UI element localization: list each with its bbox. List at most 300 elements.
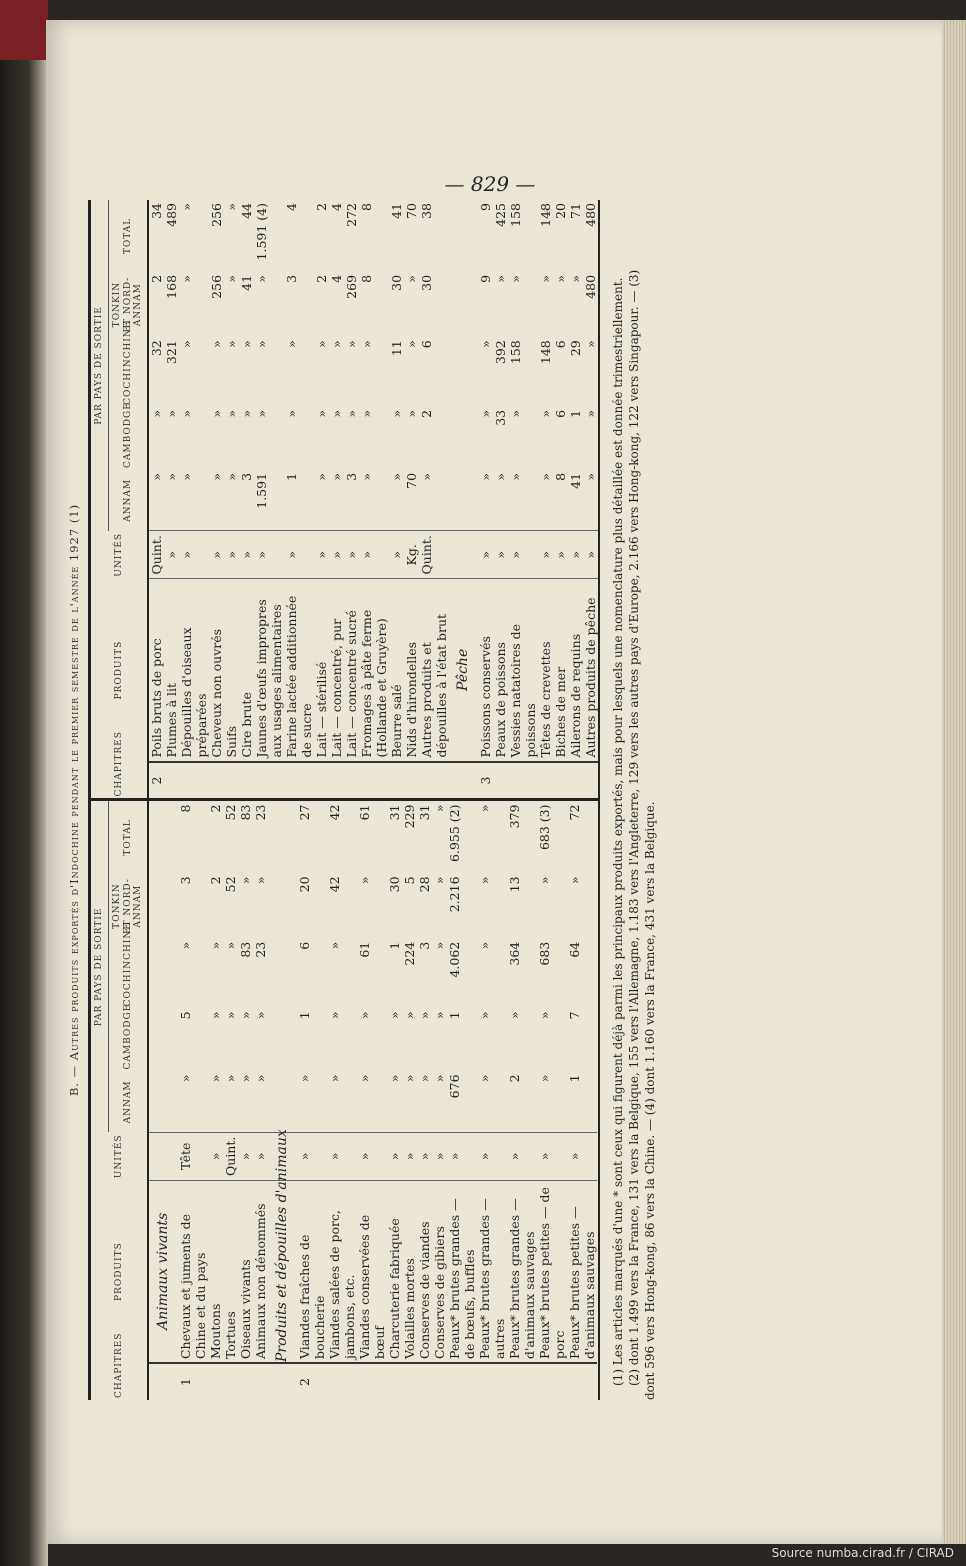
product-cell: Viandes fraîches de boucherie bbox=[296, 1234, 327, 1360]
unit-cell: » bbox=[432, 1132, 447, 1180]
chapter-cell bbox=[209, 762, 224, 799]
cambodge-cell: » bbox=[284, 409, 300, 418]
total-cell: 683 (3) bbox=[536, 804, 552, 851]
header-cambodge: CAMBODGE bbox=[108, 407, 148, 470]
chapter-cell bbox=[359, 762, 389, 799]
chapter-cell bbox=[284, 762, 314, 799]
chapter-cell bbox=[253, 1363, 268, 1400]
tonkin-cell: 168 bbox=[164, 274, 180, 299]
annam-cell: » bbox=[431, 1074, 447, 1083]
cochinchine-cell: 148 bbox=[537, 340, 553, 365]
cochinchine-cell: » bbox=[329, 340, 345, 348]
total-cell: 34 bbox=[149, 203, 165, 219]
unit-cell: » bbox=[417, 1132, 432, 1180]
cambodge-cell: » bbox=[239, 409, 255, 418]
cambodge-cell: » bbox=[209, 409, 225, 418]
product-cell: Viandes conservées de bœuf bbox=[356, 1214, 387, 1360]
header-annam: ANNAM bbox=[108, 1071, 148, 1132]
annam-cell: » bbox=[237, 1074, 253, 1083]
tonkin-cell: 2 bbox=[149, 274, 165, 283]
product-cell: Peaux* brutes grandes — de bœufs, buffles bbox=[446, 1198, 477, 1360]
cambodge-cell: » bbox=[344, 409, 360, 418]
cochinchine-cell: » bbox=[431, 941, 447, 950]
table-row bbox=[164, 200, 179, 799]
right-data-table bbox=[91, 200, 598, 799]
annam-cell: » bbox=[224, 472, 240, 481]
unit-cell: » bbox=[208, 1132, 223, 1180]
cochinchine-cell: » bbox=[582, 340, 598, 348]
section-heading-row bbox=[268, 802, 297, 1401]
tonkin-cell: 30 bbox=[389, 274, 405, 291]
tonkin-cell: » bbox=[566, 876, 582, 885]
tonkin-cell: 30 bbox=[386, 876, 402, 893]
tonkin-cell: 3 bbox=[177, 876, 193, 885]
unit-cell: » bbox=[344, 531, 359, 579]
header-total: TOTAL bbox=[108, 802, 148, 874]
total-cell: 4 bbox=[329, 203, 345, 211]
cochinchine-cell: 321 bbox=[164, 340, 180, 365]
unit-cell: » bbox=[314, 531, 329, 579]
cambodge-cell: » bbox=[179, 409, 195, 418]
cochinchine-cell: » bbox=[359, 340, 375, 348]
unit-cell: » bbox=[284, 531, 314, 579]
cochinchine-cell: 158 bbox=[507, 340, 523, 365]
table-title: B. — Autres produits exportés d'Indochine pendant le premier semestre de l'année 1927 (1) bbox=[67, 503, 81, 1097]
table-row bbox=[223, 802, 238, 1401]
product-cell: Tortues bbox=[222, 1311, 238, 1360]
chapter-cell bbox=[314, 762, 329, 799]
annam-cell: 676 bbox=[446, 1074, 462, 1099]
table-row bbox=[508, 200, 538, 799]
annam-cell: » bbox=[537, 472, 553, 481]
cochinchine-cell: 4.062 bbox=[446, 941, 462, 978]
table-row bbox=[148, 200, 164, 799]
cambodge-cell: 2 bbox=[419, 409, 435, 418]
table-row bbox=[357, 802, 387, 1401]
product-cell: Peaux* brutes petites — d'animaux sauvages bbox=[566, 1206, 597, 1360]
tonkin-cell: 2.216 bbox=[446, 876, 462, 913]
tonkin-cell: » bbox=[404, 274, 420, 283]
header-unites: UNITÉS bbox=[91, 1132, 148, 1180]
unit-cell: » bbox=[209, 531, 224, 579]
annam-cell: » bbox=[179, 472, 195, 481]
table-row bbox=[284, 200, 314, 799]
tonkin-cell: » bbox=[224, 274, 240, 283]
annam-cell: » bbox=[476, 1074, 492, 1083]
chapter-cell bbox=[254, 762, 284, 799]
table-row bbox=[359, 200, 389, 799]
chapter-cell bbox=[419, 762, 449, 799]
annam-cell: » bbox=[149, 472, 165, 481]
section-title: Animaux vivants bbox=[155, 1212, 172, 1330]
chapter-cell bbox=[208, 1363, 223, 1400]
unit-spacer bbox=[449, 531, 478, 579]
table-row bbox=[297, 802, 327, 1401]
section-heading-row bbox=[449, 200, 478, 799]
product-cell: Suifs bbox=[224, 725, 240, 758]
table-row bbox=[327, 802, 357, 1401]
product-cell: Animaux non dénommés bbox=[252, 1203, 268, 1360]
total-cell: » bbox=[224, 203, 240, 211]
unit-cell: » bbox=[297, 1132, 327, 1180]
unit-cell: » bbox=[224, 531, 239, 579]
product-cell: Autres produits et dépouilles à l'état brut bbox=[419, 613, 450, 758]
product-cell: Cire brute bbox=[239, 692, 255, 758]
chapter-cell bbox=[344, 762, 359, 799]
product-cell: Peaux* brutes grandes — autres bbox=[476, 1198, 507, 1360]
header-cochinchine: COCHINCHINE bbox=[108, 337, 148, 407]
unit-cell: Kg. bbox=[404, 531, 419, 579]
table-row bbox=[178, 802, 208, 1401]
table-row bbox=[419, 200, 449, 799]
tonkin-cell: » bbox=[179, 274, 195, 283]
cochinchine-cell: » bbox=[476, 941, 492, 950]
product-cell: Lait — stérilisé bbox=[314, 661, 330, 758]
cambodge-cell: » bbox=[356, 1011, 372, 1020]
unit-cell: » bbox=[402, 1132, 417, 1180]
tonkin-cell: 9 bbox=[477, 274, 493, 283]
cambodge-cell: » bbox=[506, 1011, 522, 1020]
table-row bbox=[314, 200, 329, 799]
header-par-pays: PAR PAYS DE SORTIE bbox=[91, 802, 108, 1133]
section-heading-row bbox=[148, 802, 178, 1401]
annam-cell: » bbox=[329, 472, 345, 481]
tonkin-cell: 269 bbox=[344, 274, 360, 299]
cochinchine-cell: » bbox=[254, 340, 270, 348]
annam-cell: » bbox=[356, 1074, 372, 1083]
cambodge-cell: 5 bbox=[177, 1011, 193, 1020]
header-tonkin: TONKIN ET NORD-ANNAM bbox=[108, 873, 148, 938]
tonkin-cell: » bbox=[507, 274, 523, 283]
annam-cell: 2 bbox=[506, 1074, 522, 1083]
cambodge-cell: 1 bbox=[296, 1011, 312, 1020]
annam-cell: » bbox=[222, 1074, 238, 1083]
total-cell: 38 bbox=[419, 203, 435, 219]
rotated-content bbox=[60, 200, 900, 1400]
header-tonkin: TONKIN ET NORD-ANNAM bbox=[108, 272, 148, 337]
total-cell: 31 bbox=[386, 804, 402, 821]
header-unites: UNITÉS bbox=[91, 531, 148, 579]
header-chapitres: CHAPITRES bbox=[91, 762, 148, 799]
product-cell: Dépouilles d'oiseaux préparées bbox=[179, 627, 210, 758]
chapter-cell bbox=[357, 1363, 387, 1400]
chapter-cell bbox=[537, 1363, 567, 1400]
product-cell: Plumes à lit bbox=[164, 682, 180, 758]
table-row bbox=[477, 802, 507, 1401]
chapter-cell bbox=[568, 762, 583, 799]
product-cell: Fromages à pâte ferme (Hollande et Gruyère) bbox=[359, 609, 390, 758]
cochinchine-cell: » bbox=[239, 340, 255, 348]
total-cell: 70 bbox=[404, 203, 420, 219]
tonkin-cell: » bbox=[237, 876, 253, 885]
total-cell: 8 bbox=[359, 203, 375, 211]
footnote-2: (2) dont 1.499 vers la France, 131 vers la Belgique, 155 vers l'Allemagne, 1.183 vers l'Angleterre, 129 vers les autres pays d'Europe, 2.166 vers Hong-kong, 122 vers Singapour. — (3) dont 596 vers Hong-kong, 86 vers la Chine. — (4) dont 1.160 vers la France, 431 vers la Belgique. bbox=[627, 269, 658, 1400]
cambodge-cell: » bbox=[401, 1011, 417, 1020]
total-cell: 41 bbox=[389, 203, 405, 219]
unit-cell: » bbox=[507, 1132, 537, 1180]
table-row bbox=[568, 200, 583, 799]
annam-cell: 8 bbox=[552, 472, 568, 481]
total-cell: 44 bbox=[239, 203, 255, 219]
annam-cell: » bbox=[419, 472, 435, 481]
total-cell: 20 bbox=[552, 203, 568, 219]
table-row bbox=[387, 802, 402, 1401]
cochinchine-cell: 6 bbox=[552, 340, 568, 349]
tonkin-cell: » bbox=[492, 274, 508, 283]
cochinchine-cell: 61 bbox=[356, 941, 372, 958]
total-cell: 52 bbox=[222, 804, 238, 821]
cochinchine-cell: 6 bbox=[296, 941, 312, 950]
total-cell: 6.955 (2) bbox=[446, 804, 462, 862]
chapter-cell bbox=[507, 1363, 537, 1400]
tonkin-cell: 256 bbox=[209, 274, 225, 299]
cochinchine-cell: » bbox=[284, 340, 300, 348]
total-cell: 2 bbox=[314, 203, 330, 211]
product-cell: Conserves de gibiers bbox=[431, 1226, 447, 1360]
tonkin-cell: » bbox=[254, 274, 270, 283]
total-cell: 489 bbox=[164, 203, 180, 227]
cambodge-cell: » bbox=[314, 409, 330, 418]
table-row bbox=[507, 802, 537, 1401]
unit-cell: » bbox=[537, 1132, 567, 1180]
annam-cell: » bbox=[386, 1074, 402, 1083]
cambodge-cell: 6 bbox=[552, 409, 568, 418]
unit-cell: » bbox=[359, 531, 389, 579]
total-cell: » bbox=[431, 804, 447, 813]
spine-binding-strip bbox=[0, 0, 48, 60]
unit-cell: » bbox=[389, 531, 404, 579]
annam-cell: » bbox=[492, 472, 508, 481]
cambodge-cell: » bbox=[477, 409, 493, 418]
unit-cell: » bbox=[164, 531, 179, 579]
cochinchine-cell: » bbox=[404, 340, 420, 348]
row-spacer bbox=[449, 200, 478, 531]
product-cell: Viandes salées de porc, jambons, etc. bbox=[326, 1210, 357, 1360]
cochinchine-cell: 364 bbox=[506, 941, 522, 966]
cochinchine-cell: 683 bbox=[536, 941, 552, 966]
total-cell: 256 bbox=[209, 203, 225, 227]
tonkin-cell: 41 bbox=[239, 274, 255, 291]
chapter-cell bbox=[493, 762, 508, 799]
annam-cell: » bbox=[507, 472, 523, 481]
header-produits: PRODUITS bbox=[91, 1180, 148, 1363]
chapter-cell: 1 bbox=[178, 1363, 208, 1400]
cambodge-cell: » bbox=[329, 409, 345, 418]
right-table bbox=[88, 200, 600, 802]
total-cell: 480 bbox=[582, 203, 598, 227]
cambodge-cell: 33 bbox=[492, 409, 508, 426]
cambodge-cell: » bbox=[224, 409, 240, 418]
chapter-cell bbox=[447, 1363, 477, 1400]
header-total: TOTAL bbox=[108, 200, 148, 272]
tonkin-cell: 13 bbox=[506, 876, 522, 893]
cambodge-cell: » bbox=[536, 1011, 552, 1020]
cambodge-cell: » bbox=[404, 409, 420, 418]
chapter-cell bbox=[238, 1363, 253, 1400]
tonkin-cell: 8 bbox=[359, 274, 375, 283]
tonkin-cell: » bbox=[536, 876, 552, 885]
unit-cell: » bbox=[493, 531, 508, 579]
annam-cell: 1.591 bbox=[254, 472, 270, 509]
annam-cell: 3 bbox=[239, 472, 255, 481]
total-cell: 23 bbox=[252, 804, 268, 821]
table-row bbox=[417, 802, 432, 1401]
unit-cell: » bbox=[179, 531, 209, 579]
product-cell: Ailerons de requins bbox=[567, 633, 583, 758]
total-cell: » bbox=[179, 203, 195, 211]
tonkin-cell: 52 bbox=[222, 876, 238, 893]
product-cell: Jaunes d'œufs impropres aux usages alimentaires bbox=[254, 599, 285, 758]
cochinchine-cell: 29 bbox=[567, 340, 583, 357]
product-cell: Poissons conservés bbox=[477, 636, 493, 758]
tonkin-cell: » bbox=[476, 876, 492, 885]
chapter-cell bbox=[567, 1363, 597, 1400]
product-cell: Conserves de viandes bbox=[416, 1221, 432, 1360]
unit-cell: » bbox=[567, 1132, 597, 1180]
chapter-cell: 3 bbox=[478, 762, 493, 799]
product-cell: Peaux de poissons bbox=[492, 642, 508, 758]
chapter-cell bbox=[329, 762, 344, 799]
header-cochinchine: COCHINCHINE bbox=[108, 939, 148, 1009]
annam-cell: » bbox=[477, 472, 493, 481]
product-cell: Autres produits de pêche bbox=[582, 597, 598, 758]
table-row bbox=[254, 200, 284, 799]
unit-cell: » bbox=[447, 1132, 477, 1180]
product-cell: Peaux* brutes grandes — d'animaux sauvages bbox=[506, 1198, 537, 1360]
page-edges bbox=[942, 20, 966, 1544]
tonkin-cell: » bbox=[537, 274, 553, 283]
chapter-cell bbox=[327, 1363, 357, 1400]
cambodge-cell: » bbox=[507, 409, 523, 418]
cambodge-cell: 7 bbox=[566, 1011, 582, 1020]
cambodge-cell: » bbox=[207, 1011, 223, 1020]
table-row bbox=[432, 802, 447, 1401]
cochinchine-cell: 3 bbox=[416, 941, 432, 950]
product-cell: Lait — concentré, pur bbox=[329, 618, 345, 758]
unit-cell: » bbox=[538, 531, 553, 579]
annam-cell: 70 bbox=[404, 472, 420, 489]
total-cell: 4 bbox=[284, 203, 300, 211]
chapter-cell bbox=[404, 762, 419, 799]
cochinchine-cell: 392 bbox=[492, 340, 508, 365]
row-spacer bbox=[268, 802, 297, 1133]
cochinchine-cell: 6 bbox=[419, 340, 435, 349]
table-row bbox=[553, 200, 568, 799]
product-cell: Cheveux non ouvrés bbox=[209, 628, 225, 758]
tonkin-cell: 28 bbox=[416, 876, 432, 893]
rotated-table-area bbox=[60, 200, 900, 1400]
header-produits: PRODUITS bbox=[91, 579, 148, 762]
cochinchine-cell: 11 bbox=[389, 340, 405, 357]
left-table bbox=[88, 802, 600, 1401]
tonkin-cell: » bbox=[431, 876, 447, 885]
header-par-pays: PAR PAYS DE SORTIE bbox=[91, 200, 108, 531]
cochinchine-cell: » bbox=[224, 340, 240, 348]
product-cell: Biches de mer bbox=[552, 666, 568, 758]
annam-cell: » bbox=[359, 472, 375, 481]
unit-cell: » bbox=[478, 531, 493, 579]
cochinchine-cell: 64 bbox=[566, 941, 582, 958]
tonkin-cell: 30 bbox=[419, 274, 435, 291]
cochinchine-cell: » bbox=[326, 941, 342, 950]
cochinchine-cell: 32 bbox=[149, 340, 165, 357]
table-row bbox=[537, 802, 567, 1401]
chapter-cell bbox=[538, 762, 553, 799]
unit-cell: » bbox=[387, 1132, 402, 1180]
annam-cell: » bbox=[177, 1074, 193, 1083]
footnotes bbox=[610, 240, 659, 1400]
chapter-cell bbox=[239, 762, 254, 799]
product-cell: Nids d'hirondelles bbox=[404, 641, 420, 758]
table-row bbox=[253, 802, 268, 1401]
chapter-cell bbox=[179, 762, 209, 799]
cochinchine-cell: 1 bbox=[386, 941, 402, 950]
annam-cell: » bbox=[401, 1074, 417, 1083]
cambodge-cell: » bbox=[431, 1011, 447, 1020]
cambodge-cell: » bbox=[386, 1011, 402, 1020]
cochinchine-cell: » bbox=[477, 340, 493, 348]
chapter-cell bbox=[583, 762, 598, 799]
product-cell: Poils bruts de porc bbox=[149, 638, 165, 758]
cambodge-cell: » bbox=[326, 1011, 342, 1020]
chapter-cell bbox=[223, 1363, 238, 1400]
annam-cell: » bbox=[164, 472, 180, 481]
table-row bbox=[478, 200, 493, 799]
total-cell: 9 bbox=[477, 203, 493, 211]
header-chapitres: CHAPITRES bbox=[91, 1363, 148, 1400]
annam-cell: » bbox=[582, 472, 598, 481]
cambodge-cell: » bbox=[222, 1011, 238, 1020]
total-cell: 31 bbox=[416, 804, 432, 821]
chapter-spacer bbox=[148, 1363, 178, 1400]
chapter-cell: 2 bbox=[148, 762, 164, 799]
chapter-cell bbox=[508, 762, 538, 799]
annam-cell: 1 bbox=[566, 1074, 582, 1083]
left-data-table bbox=[91, 802, 597, 1401]
total-cell: 72 bbox=[566, 804, 582, 821]
annam-cell: » bbox=[209, 472, 225, 481]
unit-cell: » bbox=[553, 531, 568, 579]
chapter-cell bbox=[417, 1363, 432, 1400]
product-cell: Charcuterie fabriquée bbox=[386, 1218, 402, 1360]
cochinchine-cell: » bbox=[344, 340, 360, 348]
table-row bbox=[239, 200, 254, 799]
cambodge-cell: » bbox=[582, 409, 598, 418]
table-row bbox=[447, 802, 477, 1401]
unit-cell: » bbox=[477, 1132, 507, 1180]
total-cell: 71 bbox=[567, 203, 583, 219]
annam-cell: » bbox=[252, 1074, 268, 1083]
cochinchine-cell: » bbox=[207, 941, 223, 950]
cambodge-cell: 1 bbox=[567, 409, 583, 418]
section-title: Pêche bbox=[455, 648, 472, 691]
cochinchine-cell: » bbox=[177, 941, 193, 950]
header-cambodge: CAMBODGE bbox=[108, 1008, 148, 1071]
unit-cell: » bbox=[568, 531, 583, 579]
table-row bbox=[583, 200, 598, 799]
unit-cell: » bbox=[253, 1132, 268, 1180]
total-cell: 425 bbox=[492, 203, 508, 227]
table-row bbox=[344, 200, 359, 799]
total-cell: » bbox=[476, 804, 492, 813]
cochinchine-cell: » bbox=[314, 340, 330, 348]
table-row bbox=[179, 200, 209, 799]
tonkin-cell: 3 bbox=[284, 274, 300, 283]
chapter-cell: 2 bbox=[297, 1363, 327, 1400]
header-annam: ANNAM bbox=[108, 470, 148, 531]
total-cell: 379 bbox=[506, 804, 522, 829]
footnote-1: (1) Les articles marqués d'une * sont ceux qui figurent déjà parmi les principaux produits exportés, mais pour lesquels une nomenclature plus détaillée est donnée trimestriellement. bbox=[610, 277, 625, 1386]
